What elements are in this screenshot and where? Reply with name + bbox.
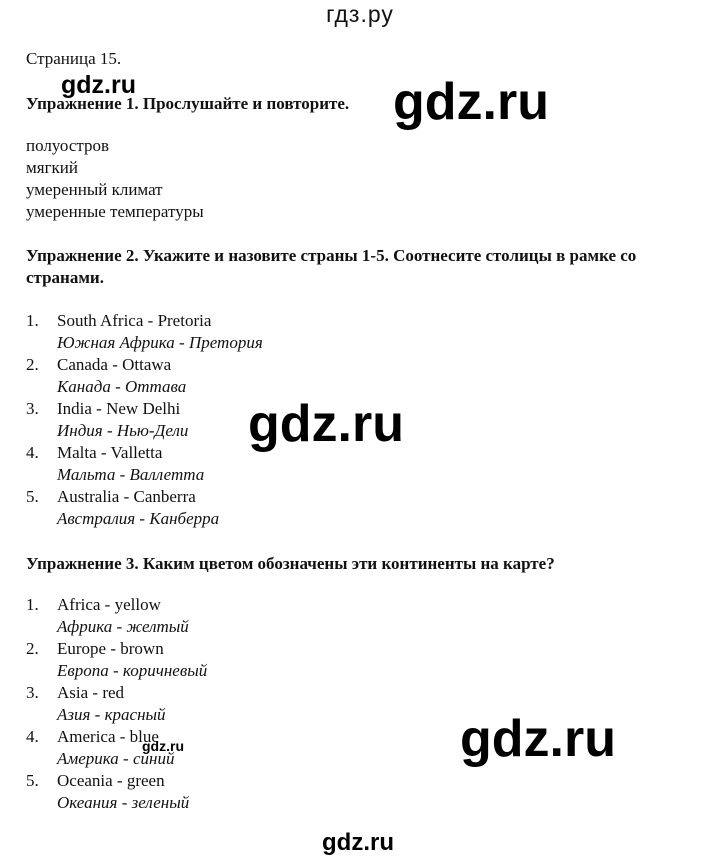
item-number: 5. <box>26 487 39 506</box>
item-english: Africa - yellow <box>57 595 161 614</box>
list-item <box>26 682 207 726</box>
item-english: Asia - red <box>57 683 125 702</box>
item-russian: Океания - зеленый <box>57 793 190 812</box>
item-number: 1. <box>26 595 39 614</box>
item-english: South Africa - Pretoria <box>57 311 212 330</box>
item-english: America - blue <box>57 727 159 746</box>
exercise-1-word-list <box>26 135 204 223</box>
page-label: Страница 15. <box>26 49 122 68</box>
item-number: 1. <box>26 311 39 330</box>
vocab-word: мягкий <box>26 158 79 177</box>
item-english: Canada - Ottawa <box>57 355 172 374</box>
list-item <box>26 594 207 638</box>
item-english: Europe - brown <box>57 639 164 658</box>
watermark: gdz.ru <box>248 395 404 453</box>
exercise-3-list <box>26 594 207 814</box>
site-header: гдз.ру <box>326 1 394 27</box>
item-russian: Европа - коричневый <box>57 661 208 680</box>
item-russian: Азия - красный <box>57 705 166 724</box>
footer-watermark: gdz.ru <box>322 829 394 856</box>
list-item <box>26 310 263 354</box>
exercise-3-heading: Упражнение 3. Каким цветом обозначены эти континенты на карте? <box>26 554 555 573</box>
item-number: 3. <box>26 399 39 418</box>
vocab-word: умеренный климат <box>26 180 163 199</box>
list-item <box>26 442 263 486</box>
item-russian: Америка - синий <box>57 749 175 768</box>
item-english: India - New Delhi <box>57 399 181 418</box>
item-russian: Австралия - Канберра <box>57 509 220 528</box>
item-number: 4. <box>26 727 39 746</box>
exercise-2-heading: Упражнение 2. Укажите и назовите страны 1-5. Соотнесите столицы в рамке со странами. <box>26 246 637 287</box>
item-english: Australia - Canberra <box>57 487 196 506</box>
item-number: 3. <box>26 683 39 702</box>
item-russian: Южная Африка - Претория <box>57 333 263 352</box>
watermark: gdz.ru <box>61 71 136 99</box>
list-item <box>26 638 207 682</box>
watermark: gdz.ru <box>142 738 184 754</box>
list-item <box>26 486 263 530</box>
item-number: 2. <box>26 639 39 658</box>
vocab-word: полуостров <box>26 136 110 155</box>
vocab-word: умеренные температуры <box>26 202 204 221</box>
item-number: 5. <box>26 771 39 790</box>
item-english: Oceania - green <box>57 771 165 790</box>
item-number: 4. <box>26 443 39 462</box>
item-russian: Мальта - Валлетта <box>57 465 205 484</box>
item-number: 2. <box>26 355 39 374</box>
watermark: gdz.ru <box>393 73 549 131</box>
item-english: Malta - Valletta <box>57 443 163 462</box>
exercise-2-list <box>26 310 263 530</box>
item-russian: Индия - Нью-Дели <box>57 421 189 440</box>
list-item <box>26 354 263 398</box>
list-item <box>26 770 207 814</box>
item-russian: Африка - желтый <box>57 617 189 636</box>
item-russian: Канада - Оттава <box>57 377 187 396</box>
list-item <box>26 398 263 442</box>
watermark: gdz.ru <box>460 710 616 768</box>
exercise-1-heading: Упражнение 1. Прослушайте и повторите. <box>26 94 350 113</box>
